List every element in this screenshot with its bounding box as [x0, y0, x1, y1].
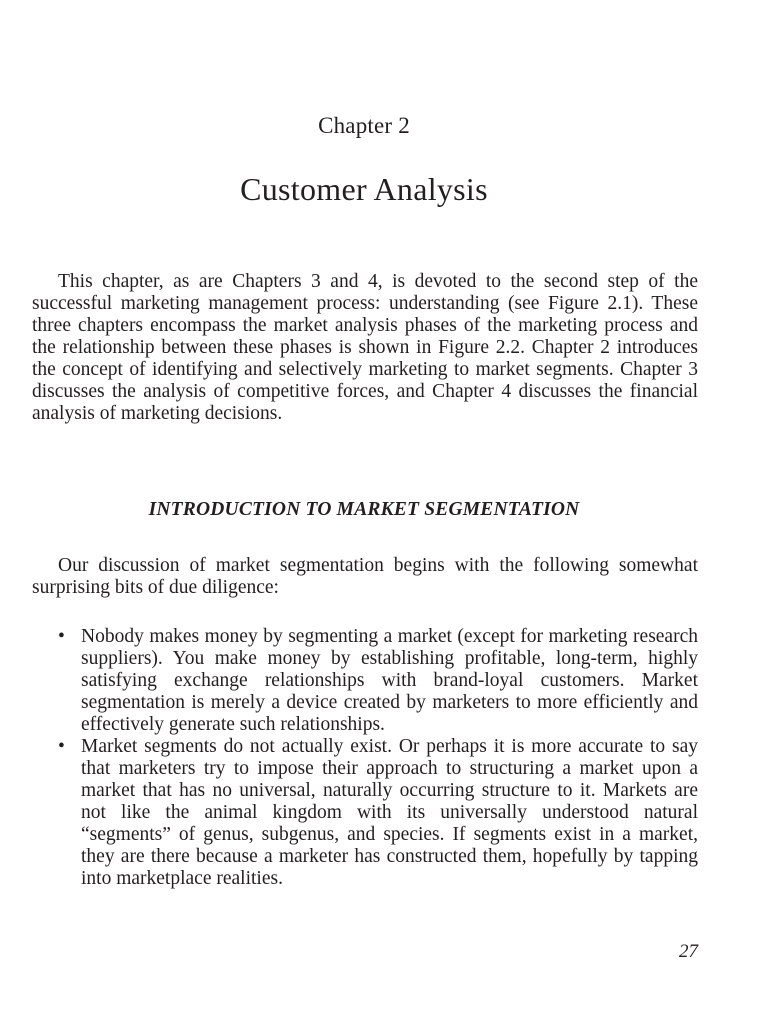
section-heading: INTRODUCTION TO MARKET SEGMENTATION [148, 499, 580, 520]
bullet-icon: • [58, 626, 65, 647]
bullet-list [58, 626, 698, 890]
bullet-text: Market segments do not actually exist. Or perhaps it is more accurate to say that marketers try to impose their approach to structuring a market upon a market that has no universal, naturally occurring structure to it. Markets are not like the animal kingdom with its universally understood natural “segments” of genus, subgenus, and species. If segments exist in a market, they are there because a marketer has constructed them, hopefully by tapping into marketplace realities. [81, 736, 698, 889]
chapter-label: Chapter 2 [318, 113, 410, 138]
page-number: 27 [679, 941, 698, 962]
bullet-item [58, 736, 698, 890]
chapter-title: Customer Analysis [240, 171, 488, 207]
intro-paragraph: This chapter, as are Chapters 3 and 4, is devoted to the second step of the successful marketing management process: understanding (see Figure 2.1). These three chapters encompass the market analysis phases of the marketing process and the relationship between these phases is shown in Figure 2.2. Chapter 2 introduces the concept of identifying and selectively marketing to market segments. Chapter 3 discusses the analysis of competitive forces, and Chapter 4 discusses the financial analysis of marketing decisions. [32, 271, 698, 424]
bullet-icon: • [58, 736, 65, 757]
segmentation-paragraph: Our discussion of market segmentation begins with the following somewhat surprising bits of due diligence: [32, 555, 698, 598]
bullet-text: Nobody makes money by segmenting a market (except for marketing research suppliers). You make money by establishing profitable, long-term, highly satisfying exchange relationships with brand-loyal customers. Market segmentation is merely a device created by marketers to more efficiently and effectively generate such relationships. [81, 626, 698, 735]
bullet-item [58, 626, 698, 736]
